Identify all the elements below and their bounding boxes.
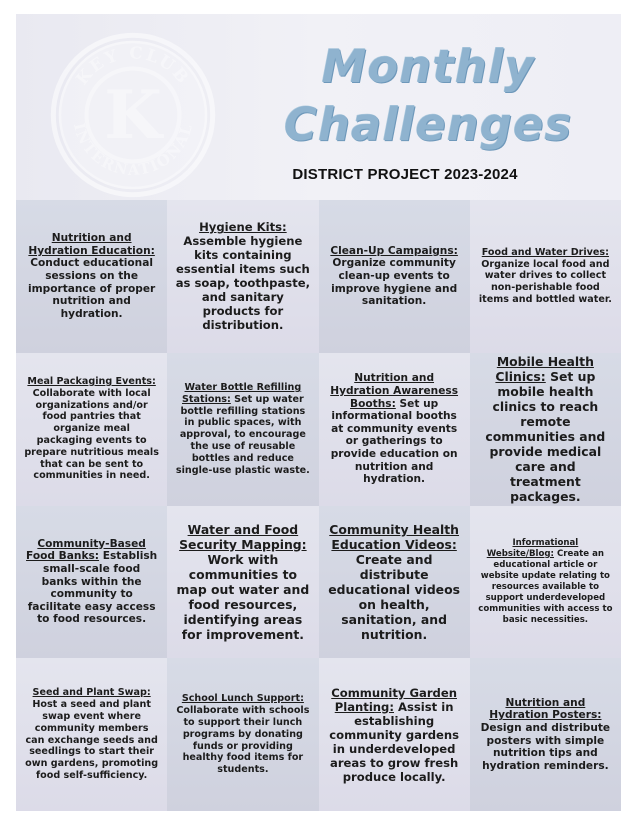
challenge-body: Set up water bottle refilling stations in public spaces, with approval, to encourage the use of reusable bottles and reduce single-use plastic waste. [175,393,310,476]
challenge-heading: Community Garden Planting: [331,685,457,714]
challenge-body: Create and distribute educational videos on health, sanitation, and nutrition. [328,551,460,642]
challenge-body: Create an educational article or website update relating to resources available to support underdeveloped communities with access to basic necessities. [478,548,613,625]
challenge-card [470,658,621,811]
challenge-card [470,506,621,659]
challenge-heading: Community Health Education Videos: [329,521,459,552]
subtitle: DISTRICT PROJECT 2023-2024 [292,166,518,183]
challenge-heading: Community-Based Food Banks: [26,537,146,563]
challenge-body: Assist in establishing community gardens in underdeveloped areas to grow fresh produce locally. [329,699,460,784]
challenge-card [319,658,470,811]
challenge-heading: Water Bottle Refilling Stations: [182,381,302,405]
svg-text:INTERNATIONAL: INTERNATIONAL [69,120,197,179]
challenge-card [470,200,621,353]
challenge-card [319,506,470,659]
challenge-card [167,200,318,353]
challenge-card [167,658,318,811]
challenge-heading: Clean-Up Campaigns: [330,244,458,257]
challenge-body: Assemble hygiene kits containing essential items such as soap, toothpaste, and sanitary products for distribution. [175,234,311,333]
header [16,14,621,200]
svg-text:KEY CLUB: KEY CLUB [71,42,195,89]
key-club-seal-logo [50,32,216,198]
svg-text:K: K [104,76,162,155]
challenge-body: Organize community clean-up events to improve hygiene and sanitation. [331,257,458,308]
challenge-body: Design and distribute posters with simple nutrition tips and hydration reminders. [480,722,611,772]
challenge-heading: Nutrition and Hydration Awareness Booths: [330,372,459,410]
challenge-grid [16,200,621,811]
challenge-body: Collaborate with schools to support their lunch programs by donating funds or providing healthy food items for students. [176,705,310,776]
challenge-heading: Seed and Plant Swap: [32,687,151,699]
challenge-heading: Nutrition and Hydration Posters: [489,696,602,722]
challenge-body: Work with communities to map out water and food resources, identifying areas for improvement. [176,551,310,642]
challenge-card [470,353,621,506]
challenge-heading: School Lunch Support: [181,693,304,705]
challenge-heading: Nutrition and Hydration Education: [28,232,155,257]
challenge-card [319,200,470,353]
challenge-card [167,353,318,506]
challenge-body: Conduct educational sessions on the importance of proper nutrition and hydration. [27,257,156,320]
challenge-card [16,200,167,353]
challenge-body: Set up mobile health clinics to reach remote communities and provide medical care and treatment packages. [485,369,606,505]
challenge-card [16,658,167,811]
challenge-body: Organize local food and water drives to collect non-perishable food items and bottled water. [478,258,612,306]
challenge-heading: Hygiene Kits: [199,220,287,235]
title-line-1: Monthly [321,40,535,93]
challenge-card [319,353,470,506]
challenge-body: Collaborate with local organizations and/or food pantries that organize meal packaging events to prepare nutritious meals that can be sent to communities in need. [24,387,159,482]
challenge-heading: Meal Packaging Events: [27,376,156,388]
challenge-body: Set up informational booths at community events or gatherings to provide education on nutrition and hydration. [330,397,458,486]
challenge-card [167,506,318,659]
challenge-card [16,506,167,659]
flyer-page [16,14,621,811]
challenge-body: Host a seed and plant swap event where community members can exchange seeds and seedlings to start their own gardens, promoting food self-sufficiency. [25,699,159,782]
challenge-card [16,353,167,506]
challenge-heading: Mobile Health Clinics: [495,354,594,385]
challenge-body: Establish small-scale food banks within the community to facilitate easy access to food resources. [27,550,158,626]
challenge-heading: Food and Water Drives: [481,246,609,258]
challenge-heading: Informational Website/Blog: [486,537,579,559]
title-line-2: Challenges [283,98,573,151]
challenge-heading: Water and Food Security Mapping: [179,521,307,552]
